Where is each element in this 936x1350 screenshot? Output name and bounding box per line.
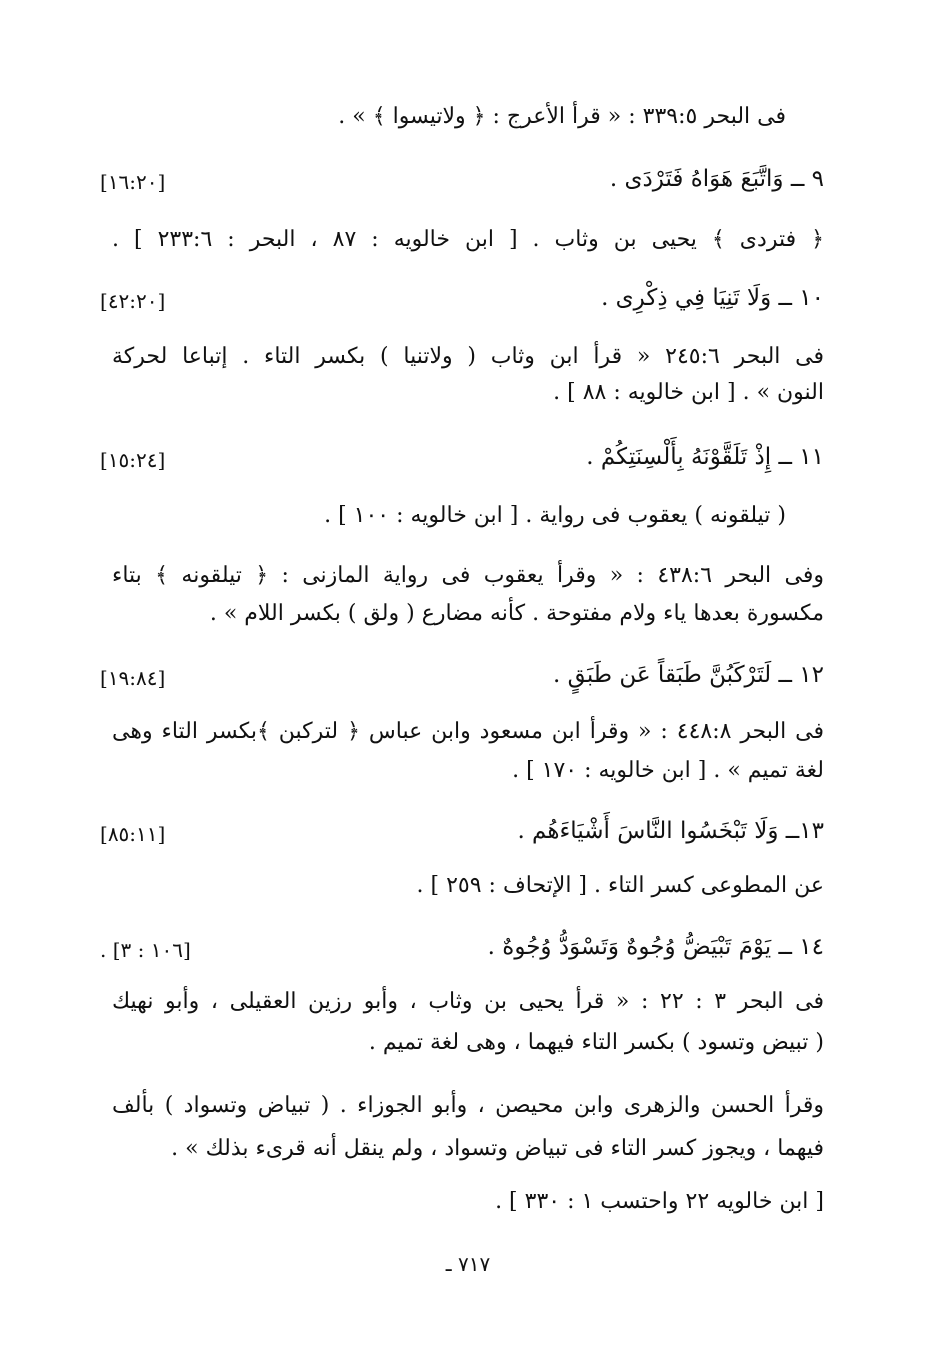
verse-9: ٩ ــ وَاتَّبَعَ هَوَاهُ فَتَرْدَى . <box>609 166 824 192</box>
text-line: فى البحر ٤٤٨:٨ : « وقرأ ابن مسعود وابن عباس ﴿ لتركبن ﴾بكسر التاء وهى <box>112 719 824 744</box>
verse-reference: [١٦:٢٠] <box>100 170 166 194</box>
text-line: النون » . [ ابن خالويه : ٨٨ ] . <box>553 380 824 405</box>
text-line: عن المطوعى كسر التاء . [ الإتحاف : ٢٥٩ ] . <box>416 873 824 898</box>
citation-line: [ ابن خالويه ٢٢ واحتسب ١ : ٣٣٠ ] . <box>495 1189 824 1214</box>
text-line: ( تيلقونه ) يعقوب فى رواية . [ ابن خالويه : ١٠٠ ] . <box>324 503 786 528</box>
text-line: فى البحر ٣ : ٢٢ : « قرأ يحيى بن وثاب ، وأبو رزين العقيلى ، وأبو نهيك <box>112 989 825 1014</box>
text-line: ﴿ فتردى ﴾ يحيى بن وثاب . [ ابن خالويه : ٨٧ ، البحر : ٢٣٣:٦ ] . <box>112 227 825 252</box>
verse-reference: . [١٠٦ : ٣] <box>100 938 191 962</box>
text-line: فيهما ، ويجوز كسر التاء فى تبياض وتسواد ، ولم ينقل أنه قرىء بذلك » . <box>171 1136 824 1161</box>
text-line: ( تبيض وتسود ) بكسر التاء فيهما ، وهى لغة تميم . <box>368 1030 824 1055</box>
verse-reference: [١٥:٢٤] <box>100 448 166 472</box>
page-number: ٧١٧ ـ <box>445 1252 491 1276</box>
verse-12: ١٢ ــ لَتَرْكَبُنَّ طَبَقاً عَن طَبَقٍ . <box>553 662 824 688</box>
verse-14: ١٤ ــ يَوْمَ تَبْيَضُّ وُجُوهٌ وَتَسْوَدُّ وُجُوهٌ . <box>487 934 824 960</box>
verse-reference: [٨٥:١١] <box>100 822 166 846</box>
text-line: مكسورة بعدها ياء ولام مفتوحة . كأنه مضارع ( ولق ) بكسر اللام » . <box>209 601 824 626</box>
text-line: لغة تميم » . [ ابن خالويه : ١٧٠ ] . <box>512 758 824 783</box>
verse-reference: [٤٢:٢٠] <box>100 289 166 313</box>
verse-13: ١٣ــ وَلَا تَبْخَسُوا النَّاسَ أَشْيَاءَهُم . <box>517 818 824 844</box>
text-line: فى البحر ٢٤٥:٦ « قرأ ابن وثاب ( ولاتنيا ) بكسر التاء . إتباعا لحركة <box>112 344 825 369</box>
verse-reference: [١٩:٨٤] <box>100 666 166 690</box>
verse-11: ١١ ــ إِذْ تَلَقَّوْنَهُ بِأَلْسِنَتِكُمْ . <box>586 444 824 470</box>
text-line: وفى البحر ٤٣٨:٦ : « وقرأ يعقوب فى رواية المازنى : ﴿ تيلقونه ﴾ بتاء <box>112 563 824 588</box>
text-line: وقرأ الحسن والزهرى وابن محيصن ، وأبو الجوزاء . ( تبياض وتسواد ) بألف <box>112 1093 824 1118</box>
text-line: فى البحر ٣٣٩:٥ : « قرأ الأعرج : ﴿ ولاتيسوا ﴾ » . <box>338 104 786 129</box>
verse-10: ١٠ ــ وَلَا تَنِيَا فِي ذِكْرِى . <box>601 285 824 311</box>
